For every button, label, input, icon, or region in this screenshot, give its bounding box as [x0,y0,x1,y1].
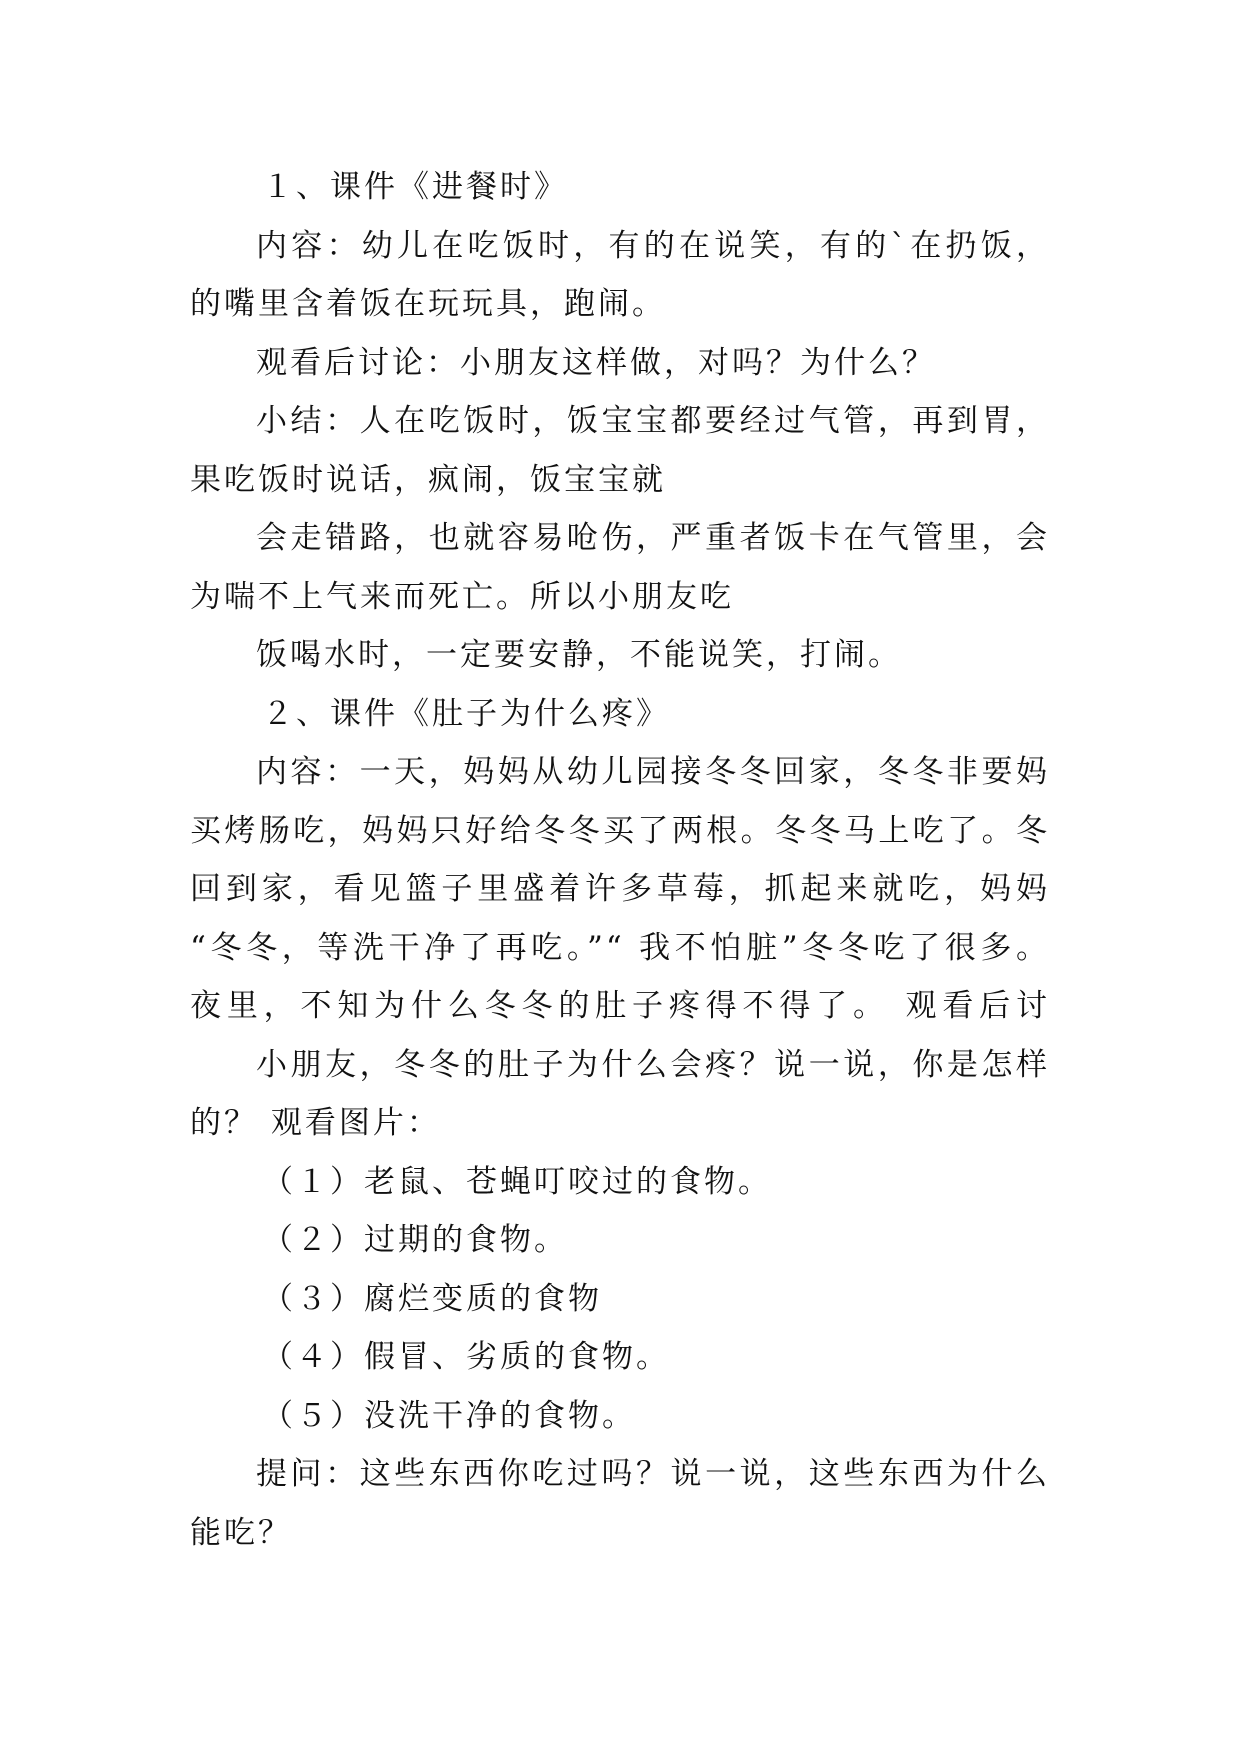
paragraph-line: 能吃？ [190,1514,292,1551]
paragraph-line: 夜里，不知为什么冬冬的肚子疼得不得了。 观看后讨 [190,988,1050,1024]
list-item: （３）腐烂变质的食物 [262,1280,602,1317]
paragraph-line: 内容：一天，妈妈从幼儿园接冬冬回家，冬冬非要妈 [256,754,1050,790]
paragraph-line: 饭喝水时，一定要安静，不能说笑，打闹。 [256,637,902,673]
document-page [190,158,1050,1562]
paragraph-line: 提问：这些东西你吃过吗？说一说，这些东西为什么 [256,1456,1050,1492]
list-item: （５）没洗干净的食物。 [262,1397,636,1434]
paragraph-line: 为喘不上气来而死亡。所以小朋友吃 [190,578,734,615]
paragraph-line: 观看后讨论：小朋友这样做，对吗？为什么？ [256,344,936,381]
paragraph-line: 回到家，看见篮子里盛着许多草莓，抓起来就吃，妈妈 [190,871,1050,907]
paragraph-line: 小朋友，冬冬的肚子为什么会疼？说一说，你是怎样 [256,1046,1050,1083]
paragraph-line: 会走错路，也就容易呛伤，严重者饭卡在气管里，会 [256,520,1050,556]
paragraph-line: 小结：人在吃饭时，饭宝宝都要经过气管，再到胃， [256,403,1050,439]
section-heading-1: １、课件《进餐时》 [262,169,568,205]
paragraph-line: 的？ 观看图片： [190,1105,441,1141]
section-heading-2: ２、课件《肚子为什么疼》 [262,695,670,732]
paragraph-line: “冬冬，等洗干净了再吃。”“ 我不怕脏”冬冬吃了很多。 [190,929,1050,966]
list-item: （１）老鼠、苍蝇叮咬过的食物。 [262,1163,772,1200]
list-item: （４）假冒、劣质的食物。 [262,1339,670,1375]
list-item: （２）过期的食物。 [262,1222,568,1258]
paragraph-line: 内容：幼儿在吃饭时，有的在说笑，有的`在扔饭， [256,227,1050,264]
paragraph-line: 果吃饭时说话，疯闹，饭宝宝就 [190,461,666,498]
paragraph-line: 的嘴里含着饭在玩玩具，跑闹。 [190,286,666,322]
paragraph-line: 买烤肠吃，妈妈只好给冬冬买了两根。冬冬马上吃了。冬 [190,812,1050,849]
